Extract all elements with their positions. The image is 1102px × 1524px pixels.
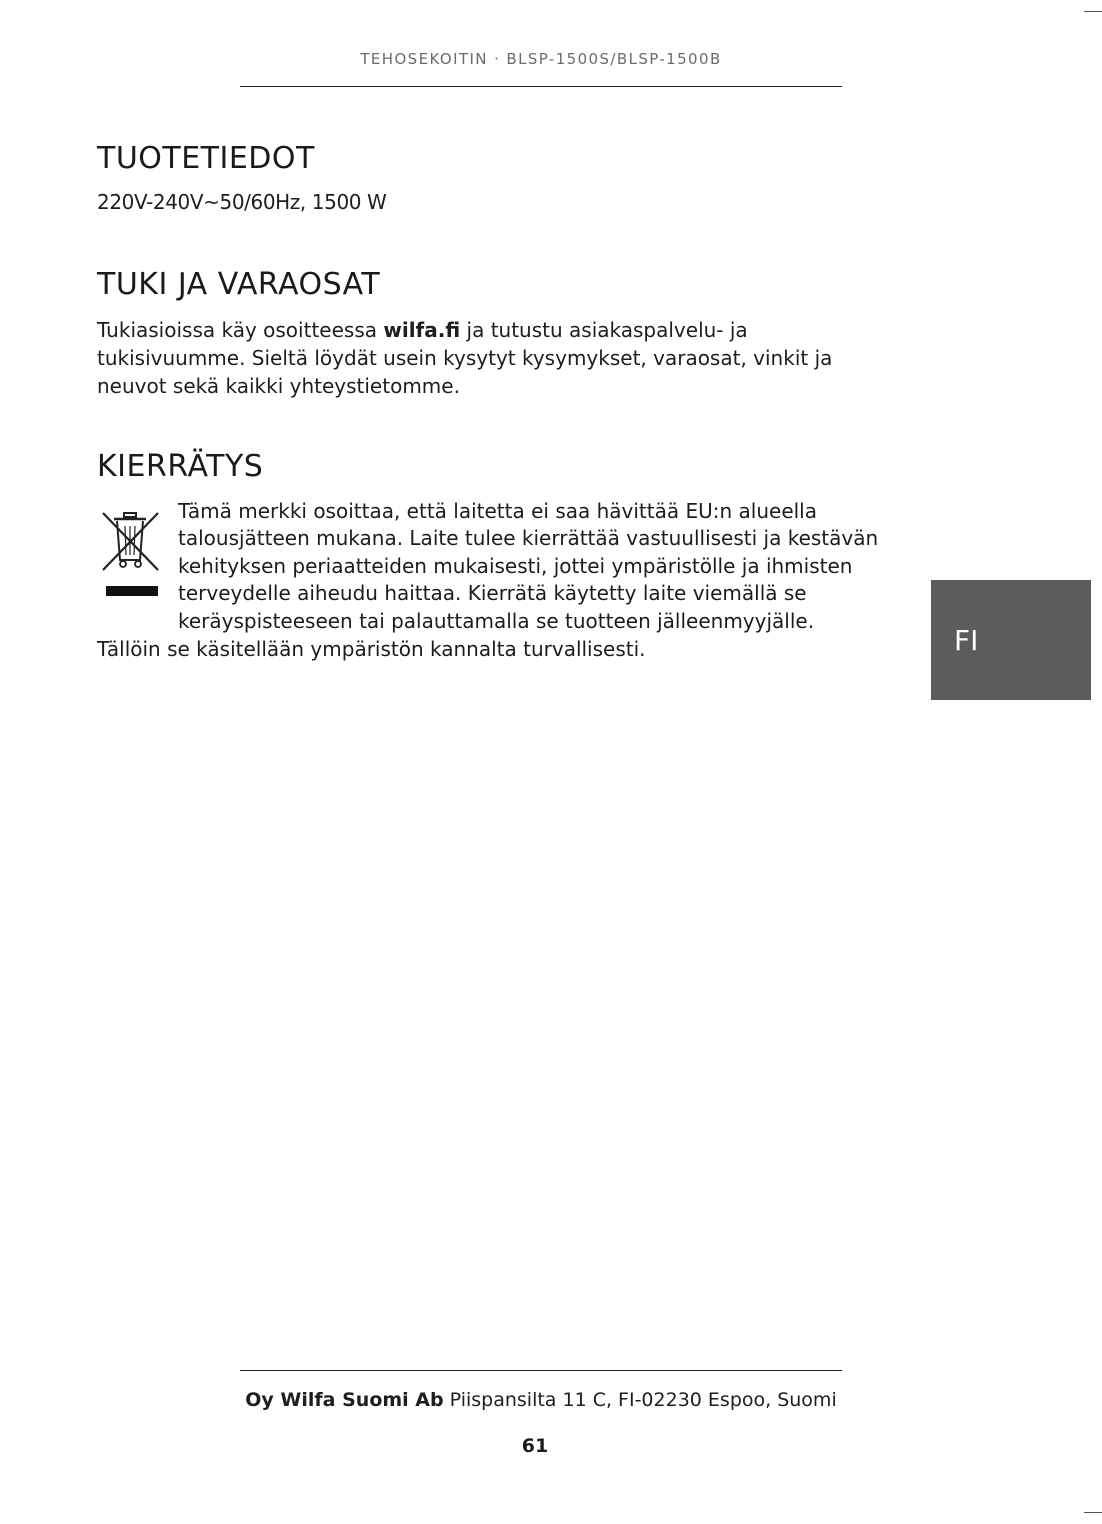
recycling-paragraph: [178, 498, 898, 635]
support-text-after: ja tutustu asiakaspalvelu- ja tukisivuumme. Sieltä löydät usein kysytyt kysymykset, varaosat, vinkit ja neuvot sekä kaikki yhteystietomme.: [97, 318, 833, 398]
recycling-line: talousjätteen mukana. Laite tulee kierrättää vastuullisesti ja kestävän: [178, 526, 879, 551]
support-link[interactable]: wilfa.fi: [383, 318, 461, 342]
footer-address-text: Piispansilta 11 C, FI-02230 Espoo, Suomi: [443, 1389, 837, 1411]
language-tab: [931, 580, 1091, 700]
recycling-tail: Tällöin se käsitellään ympäristön kannalta turvallisesti.: [97, 637, 646, 661]
footer-address: [0, 1389, 1082, 1411]
footer-company: Oy Wilfa Suomi Ab: [245, 1389, 444, 1411]
support-text-before: Tukiasioissa käy osoitteessa: [97, 318, 384, 342]
weee-crossed-bin-icon: [100, 508, 162, 602]
language-tab-label: FI: [954, 623, 979, 657]
crop-mark-top: [1084, 11, 1102, 12]
running-header: TEHOSEKOITIN · BLSP-1500S/BLSP-1500B: [360, 50, 722, 68]
page-number: 61: [521, 1435, 549, 1457]
header-rule: [240, 86, 842, 87]
support-paragraph: [97, 316, 897, 400]
footer-rule: [240, 1370, 842, 1371]
support-heading: TUKI JA VARAOSAT: [97, 267, 381, 302]
product-spec: 220V-240V~50/60Hz, 1500 W: [97, 190, 387, 214]
recycling-line: Tämä merkki osoittaa, että laitetta ei saa hävittää EU:n alueella: [178, 499, 817, 523]
recycling-line: keräyspisteeseen tai palauttamalla se tuotteen jälleenmyyjälle.: [178, 608, 815, 633]
recycling-line: terveydelle aiheudu haittaa. Kierrätä käytetty laite viemällä se: [178, 581, 807, 606]
recycling-heading: KIERRÄTYS: [97, 449, 264, 484]
crop-mark-bottom: [1084, 1512, 1102, 1513]
product-heading: TUOTETIEDOT: [97, 141, 315, 176]
recycling-line: kehityksen periaatteiden mukaisesti, jottei ympäristölle ja ihmisten: [178, 553, 853, 578]
